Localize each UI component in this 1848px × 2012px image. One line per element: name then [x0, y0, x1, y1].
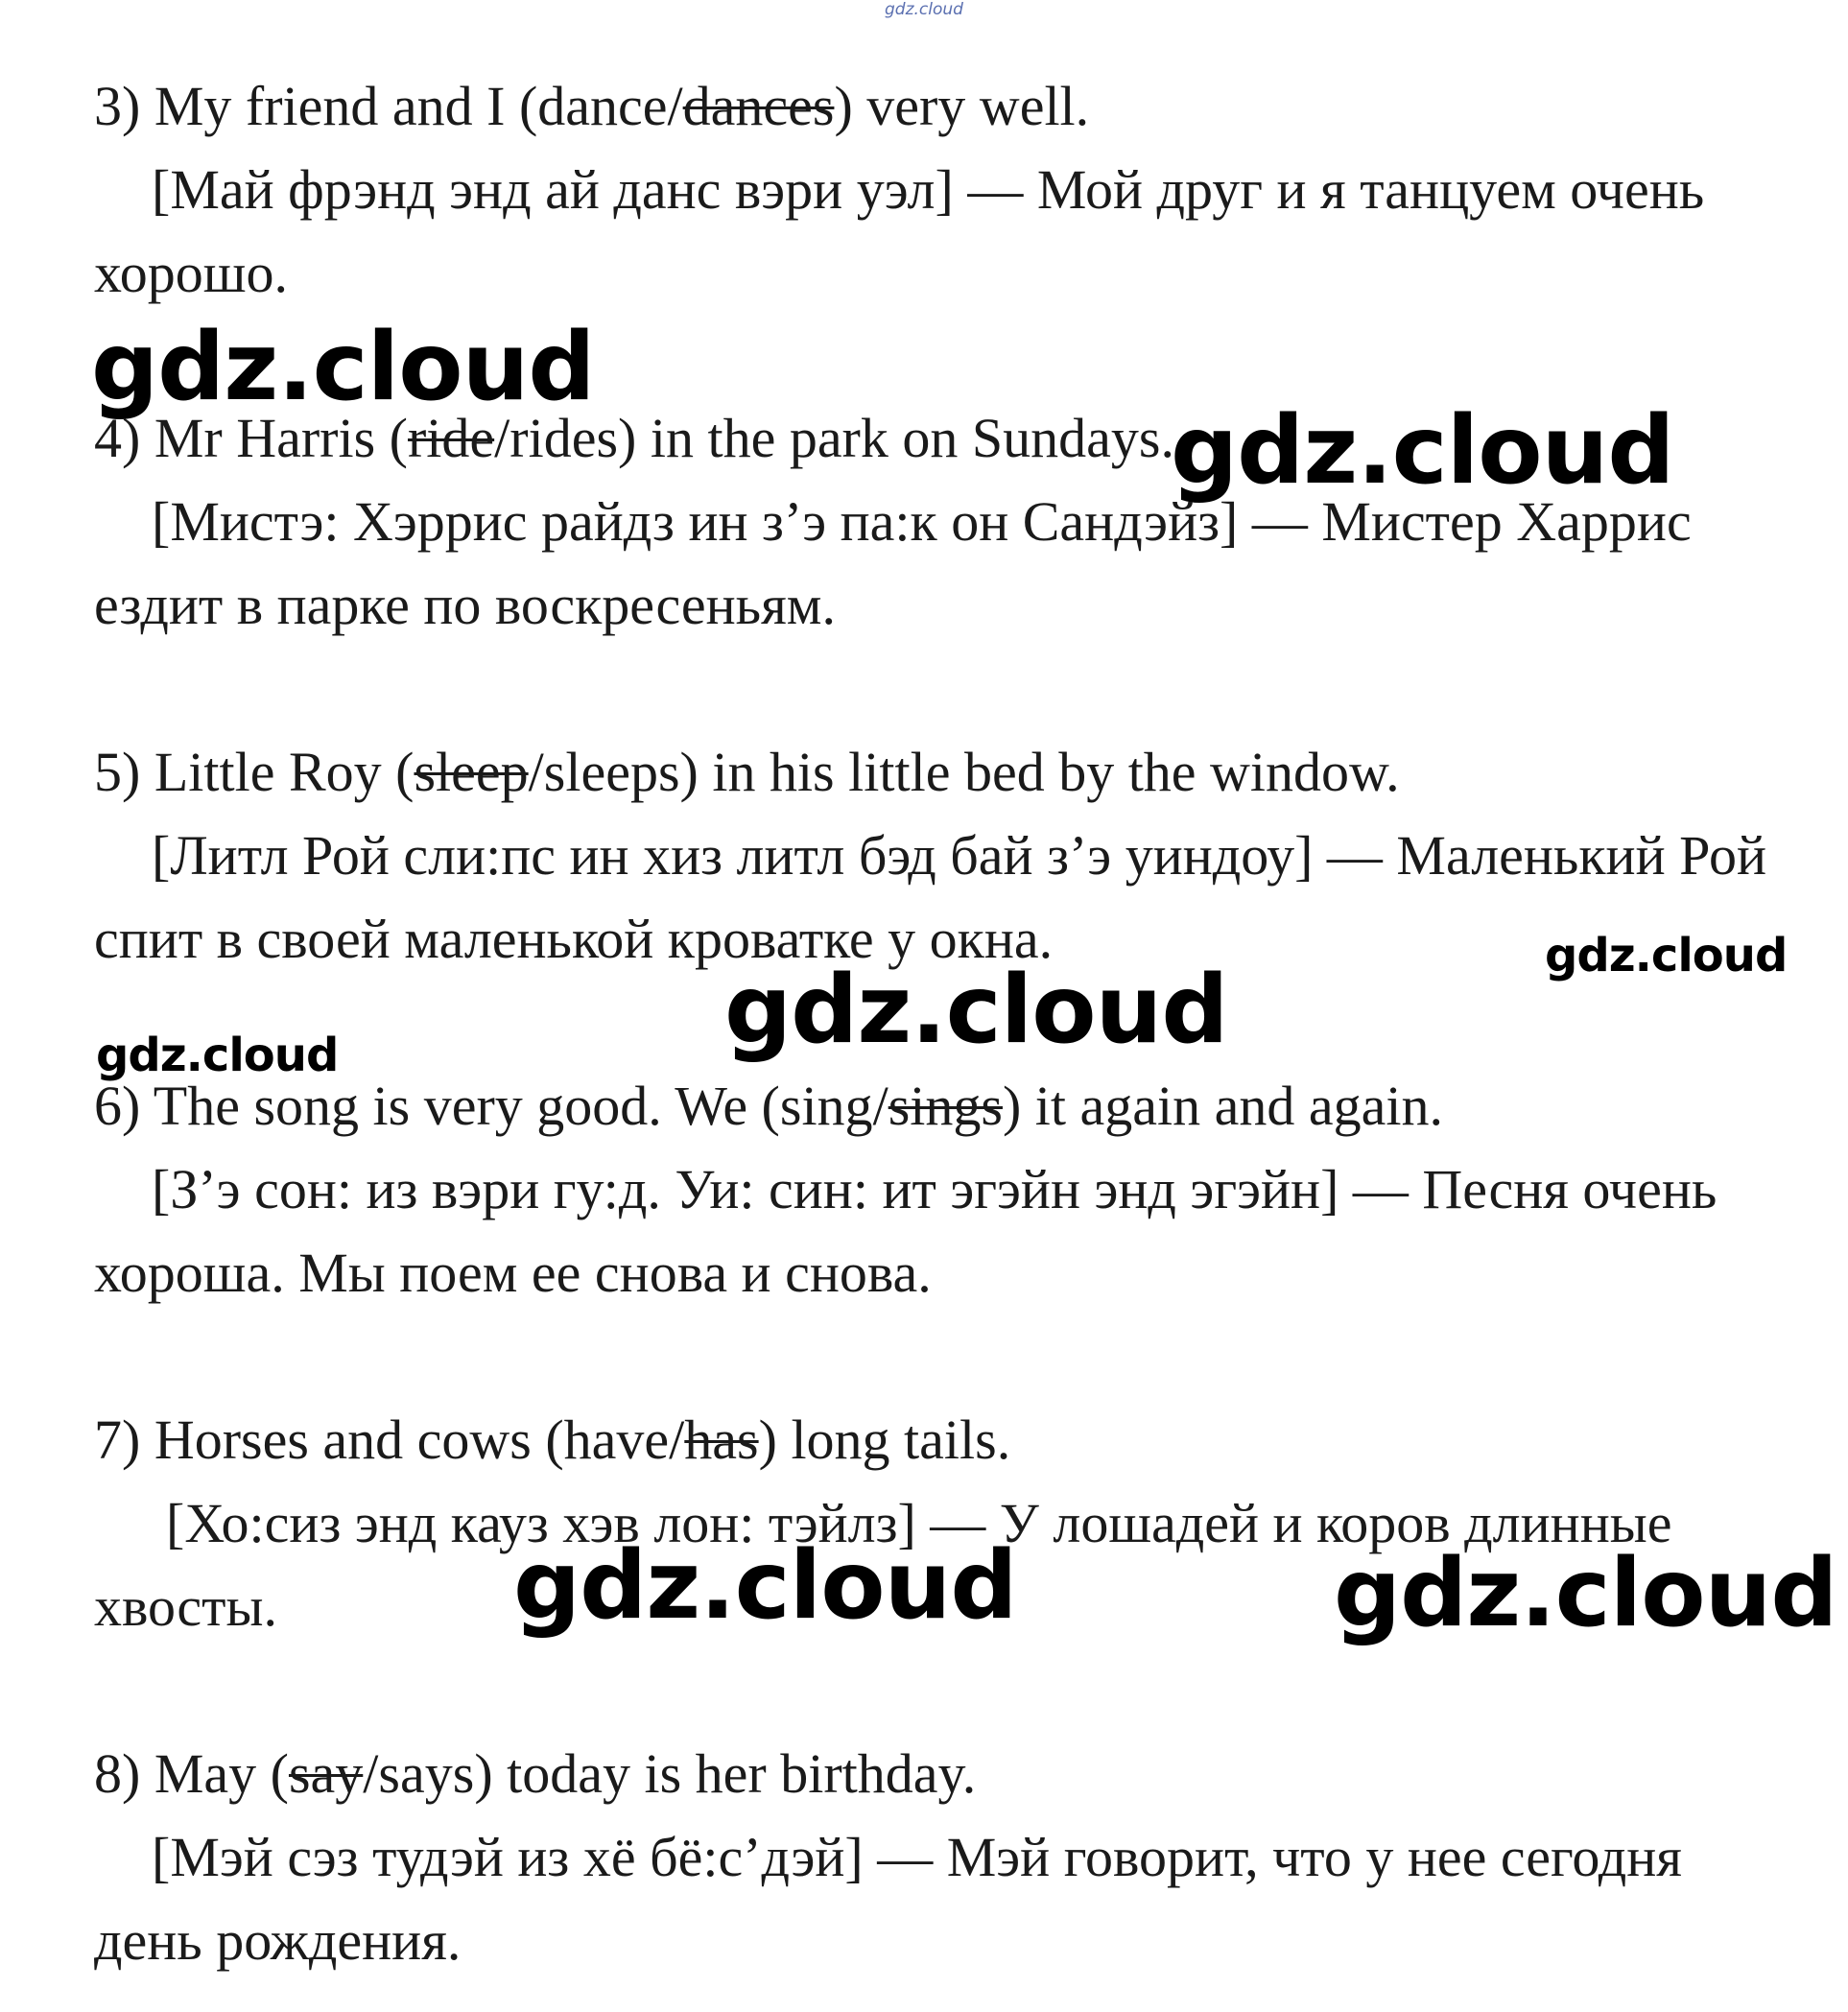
- exercise-3-translation: [Май фрэнд энд ай данс вэри уэл] — Мой друг и я танцуем очень: [152, 158, 1705, 221]
- exercise-8-translation-cont: день рождения.: [94, 1909, 462, 1972]
- exercise-number: 4): [94, 407, 141, 469]
- exercise-4-translation-cont: ездит в парке по воскресеньям.: [94, 574, 837, 636]
- watermark: gdz.cloud: [1545, 929, 1788, 982]
- watermark: gdz.cloud: [513, 1531, 1017, 1641]
- exercise-number: 6): [94, 1075, 141, 1137]
- exercise-number: 3): [94, 75, 141, 137]
- exercise-8-translation: [Мэй сэз тудэй из хё бё:с’дэй] — Мэй говорит, что у нее сегодня: [152, 1826, 1682, 1888]
- correct-option: sleeps: [543, 741, 680, 803]
- exercise-3-sentence: 3) My friend and I (dance/dances) very well.: [94, 75, 1090, 137]
- correct-option: says: [378, 1742, 475, 1805]
- watermark: gdz.cloud: [91, 313, 595, 422]
- correct-option: dance: [537, 75, 668, 137]
- exercise-7-translation-cont: хвосты.: [94, 1575, 277, 1638]
- watermark-top: gdz.cloud: [885, 0, 963, 19]
- watermark: gdz.cloud: [96, 1029, 339, 1082]
- exercise-number: 7): [94, 1408, 141, 1471]
- exercise-5-sentence: 5) Little Roy (sleep/sleeps) in his little bed by the window.: [94, 741, 1400, 803]
- exercise-6-translation-cont: хороша. Мы поем ее снова и снова.: [94, 1242, 932, 1304]
- exercise-4-sentence: 4) Mr Harris (ride/rides) in the park on Sundays.: [94, 407, 1174, 469]
- exercise-6-sentence: 6) The song is very good. We (sing/sings) it again and again.: [94, 1075, 1443, 1137]
- exercise-4-translation: [Мистэ: Хэррис райдз ин з’э па:к он Сандэйз] — Мистер Харрис: [152, 490, 1692, 553]
- correct-option: sing: [779, 1075, 873, 1137]
- exercise-number: 8): [94, 1742, 141, 1805]
- exercise-7-translation: [Хо:сиз энд кауз хэв лон: тэйлз] — У лошадей и коров длинные: [166, 1492, 1672, 1554]
- struck-option: say: [288, 1742, 364, 1805]
- exercise-6-translation: [З’э сон: из вэри гу:д. Уи: син: ит эгэйн энд эгэйн] — Песня очень: [152, 1158, 1718, 1220]
- struck-option: ride: [407, 407, 495, 469]
- watermark: gdz.cloud: [724, 956, 1228, 1065]
- exercise-3-translation-cont: хорошо.: [94, 242, 288, 304]
- exercise-5-translation: [Литл Рой сли:пс ин хиз литл бэд бай з’э уиндоу] — Маленький Рой: [152, 824, 1766, 887]
- exercise-7-sentence: 7) Horses and cows (have/has) long tails.: [94, 1408, 1011, 1471]
- watermark: gdz.cloud: [1334, 1539, 1837, 1648]
- exercise-5-translation-cont: спит в своей маленькой кроватке у окна.: [94, 908, 1054, 970]
- struck-option: has: [684, 1408, 759, 1471]
- correct-option: have: [563, 1408, 670, 1471]
- struck-option: dances: [682, 75, 835, 137]
- struck-option: sleep: [414, 741, 529, 803]
- watermark: gdz.cloud: [1171, 396, 1674, 506]
- exercise-number: 5): [94, 741, 141, 803]
- exercise-8-sentence: 8) May (say/says) today is her birthday.: [94, 1742, 977, 1805]
- struck-option: sings: [888, 1075, 1003, 1137]
- correct-option: rides: [509, 407, 619, 469]
